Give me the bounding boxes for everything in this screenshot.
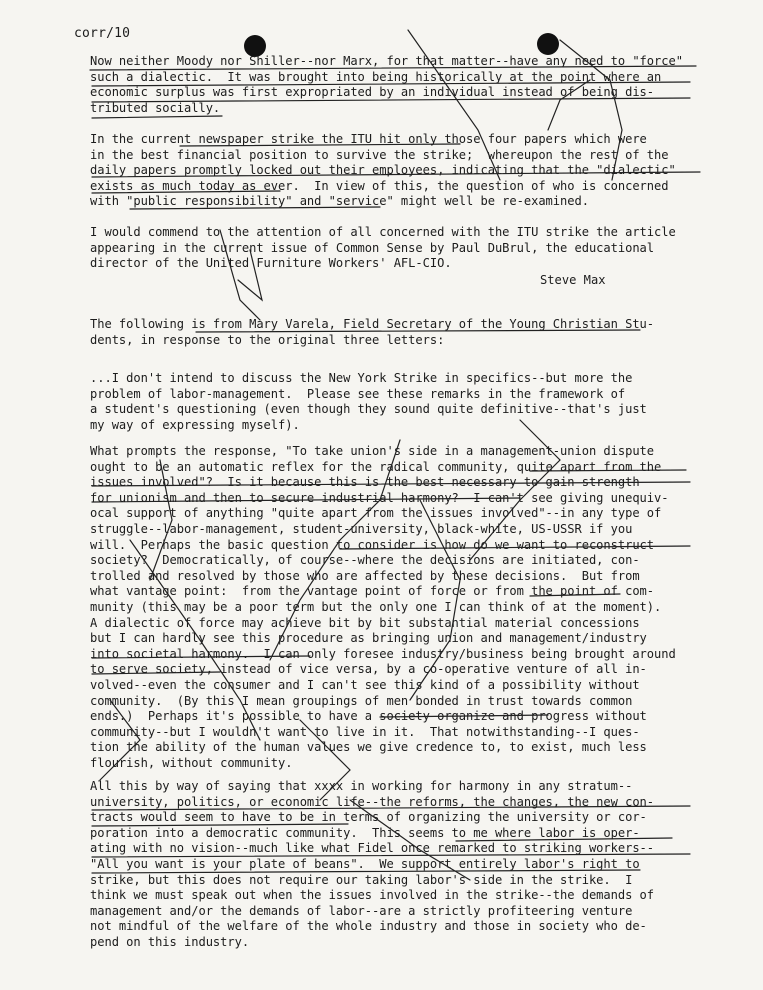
text-line: flourish, without community. <box>90 755 293 770</box>
text-line: All this by way of saying that xxxx in working for harmony in any stratum-- <box>90 779 633 793</box>
text-line: for unionism and then to secure industrial harmony? I can't see giving unequiv- <box>90 490 669 505</box>
text-line: What prompts the response, "To take union's side in a management-union dispute <box>90 444 655 458</box>
text-line: daily papers promptly locked out their employees, indicating that the "dialectic" <box>90 163 676 178</box>
text-line: issues involved"? Is it because this is the best necessary to gain strength <box>90 475 640 490</box>
text-line: The following is from Mary Varela, Field Secretary of the Young Christian Stu- <box>90 317 655 331</box>
text-line: not mindful of the welfare of the whole industry and those in society who de- <box>90 919 647 934</box>
text-line: tion the ability of the human values we give credence to, to exist, much less <box>90 740 647 755</box>
text-line: such a dialectic. It was brought into being historically at the point where an <box>90 69 662 84</box>
text-line: "All you want is your plate of beans". We support entirely labor's right to <box>90 856 640 871</box>
text-line: but I can hardly see this procedure as bringing union and management/industry <box>90 631 647 646</box>
paragraph-letter-opening <box>90 371 696 433</box>
text-line: into societal harmony. I can only foresee industry/business being brought around <box>90 646 676 661</box>
punch-hole-right <box>537 33 559 55</box>
text-line: trolled and resolved by those who are affected by these decisions. But from <box>90 568 640 583</box>
text-line: munity (this may be a poor term but the only one I can think of at the moment). <box>90 599 662 614</box>
text-line: A dialectic of force may achieve bit by bit substantial material concessions <box>90 615 640 630</box>
text-line: university, politics, or economic life--the reforms, the changes, the new con- <box>90 794 655 809</box>
text-line: community. (By this I mean groupings of men bonded in trust towards common <box>90 693 633 708</box>
text-line: management and/or the demands of labor--are a strictly profiteering venture <box>90 903 633 918</box>
text-line: think we must speak out when the issues involved in the strike--the demands of <box>90 888 655 903</box>
text-line: Now neither Moody nor Shiller--nor Marx, for that matter--have any need to "force" <box>90 54 683 68</box>
text-line: tributed socially. <box>90 100 221 115</box>
text-line: problem of labor-management. Please see these remarks in the framework of <box>90 386 626 401</box>
text-line: exists as much today as ever. In view of this, the question of who is concerned <box>90 178 669 193</box>
text-line: ...I don't intend to discuss the New York Strike in specifics--but more the <box>90 371 633 385</box>
text-line: in the best financial position to survive the strike; whereupon the rest of the <box>90 147 669 162</box>
text-line: ating with no vision--much like what Fidel once remarked to striking workers-- <box>90 841 655 856</box>
paragraph-newspaper-strike <box>90 132 696 210</box>
text-line: will. Perhaps the basic question to consider is how do we want to reconstruct <box>90 537 655 552</box>
text-line: society? Democratically, of course--where the decisions are initiated, con- <box>90 553 640 568</box>
paragraph-dialectic <box>90 54 696 116</box>
text-line: tracts would seem to have to be in terms of organizing the university or cor- <box>90 810 647 825</box>
text-line: dents, in response to the original three letters: <box>90 332 445 347</box>
text-line: ends.) Perhaps it's possible to have a society organize and progress without <box>90 709 647 724</box>
text-line: appearing in the current issue of Common Sense by Paul DuBrul, the educational <box>90 240 655 255</box>
text-line: what vantage point: from the vantage point of force or from the point of com- <box>90 584 655 599</box>
text-line: my way of expressing myself). <box>90 417 300 432</box>
signature: Steve Max <box>540 273 606 287</box>
text-line: I would commend to the attention of all concerned with the ITU strike the article <box>90 225 676 239</box>
text-line: In the current newspaper strike the ITU hit only those four papers which were <box>90 132 647 146</box>
text-line: economic surplus was first expropriated by an individual instead of being dis- <box>90 85 655 100</box>
page-reference: corr/10 <box>74 26 131 41</box>
text-line: director of the United Furniture Workers' AFL-CIO. <box>90 256 452 271</box>
text-line: strike, but this does not require our taking labor's side in the strike. I <box>90 872 633 887</box>
paragraph-introduction <box>90 317 696 348</box>
text-line: struggle--labor-management, student-university, black-white, US-USSR if you <box>90 521 633 536</box>
text-line: ocal support of anything "quite apart from the issues involved"--in any type of <box>90 506 662 521</box>
text-line: with "public responsibility" and "service" might well be re-examined. <box>90 194 589 209</box>
text-line: volved--even the consumer and I can't see this kind of a possibility without <box>90 677 640 692</box>
paragraph-letter-body <box>90 444 696 771</box>
text-line: pend on this industry. <box>90 934 250 949</box>
paragraph-commend <box>90 225 696 272</box>
text-line: poration into a democratic community. This seems to me where labor is oper- <box>90 825 640 840</box>
text-line: community--but I wouldn't want to live in it. That notwithstanding--I ques- <box>90 724 640 739</box>
text-line: to serve society, instead of vice versa, by a co-operative venture of all in- <box>90 662 647 677</box>
text-line: a student's questioning (even though they sound quite definitive--that's just <box>90 402 647 417</box>
paragraph-letter-closing <box>90 779 696 951</box>
text-line: ought to be an automatic reflex for the radical community, quite apart from the <box>90 459 662 474</box>
